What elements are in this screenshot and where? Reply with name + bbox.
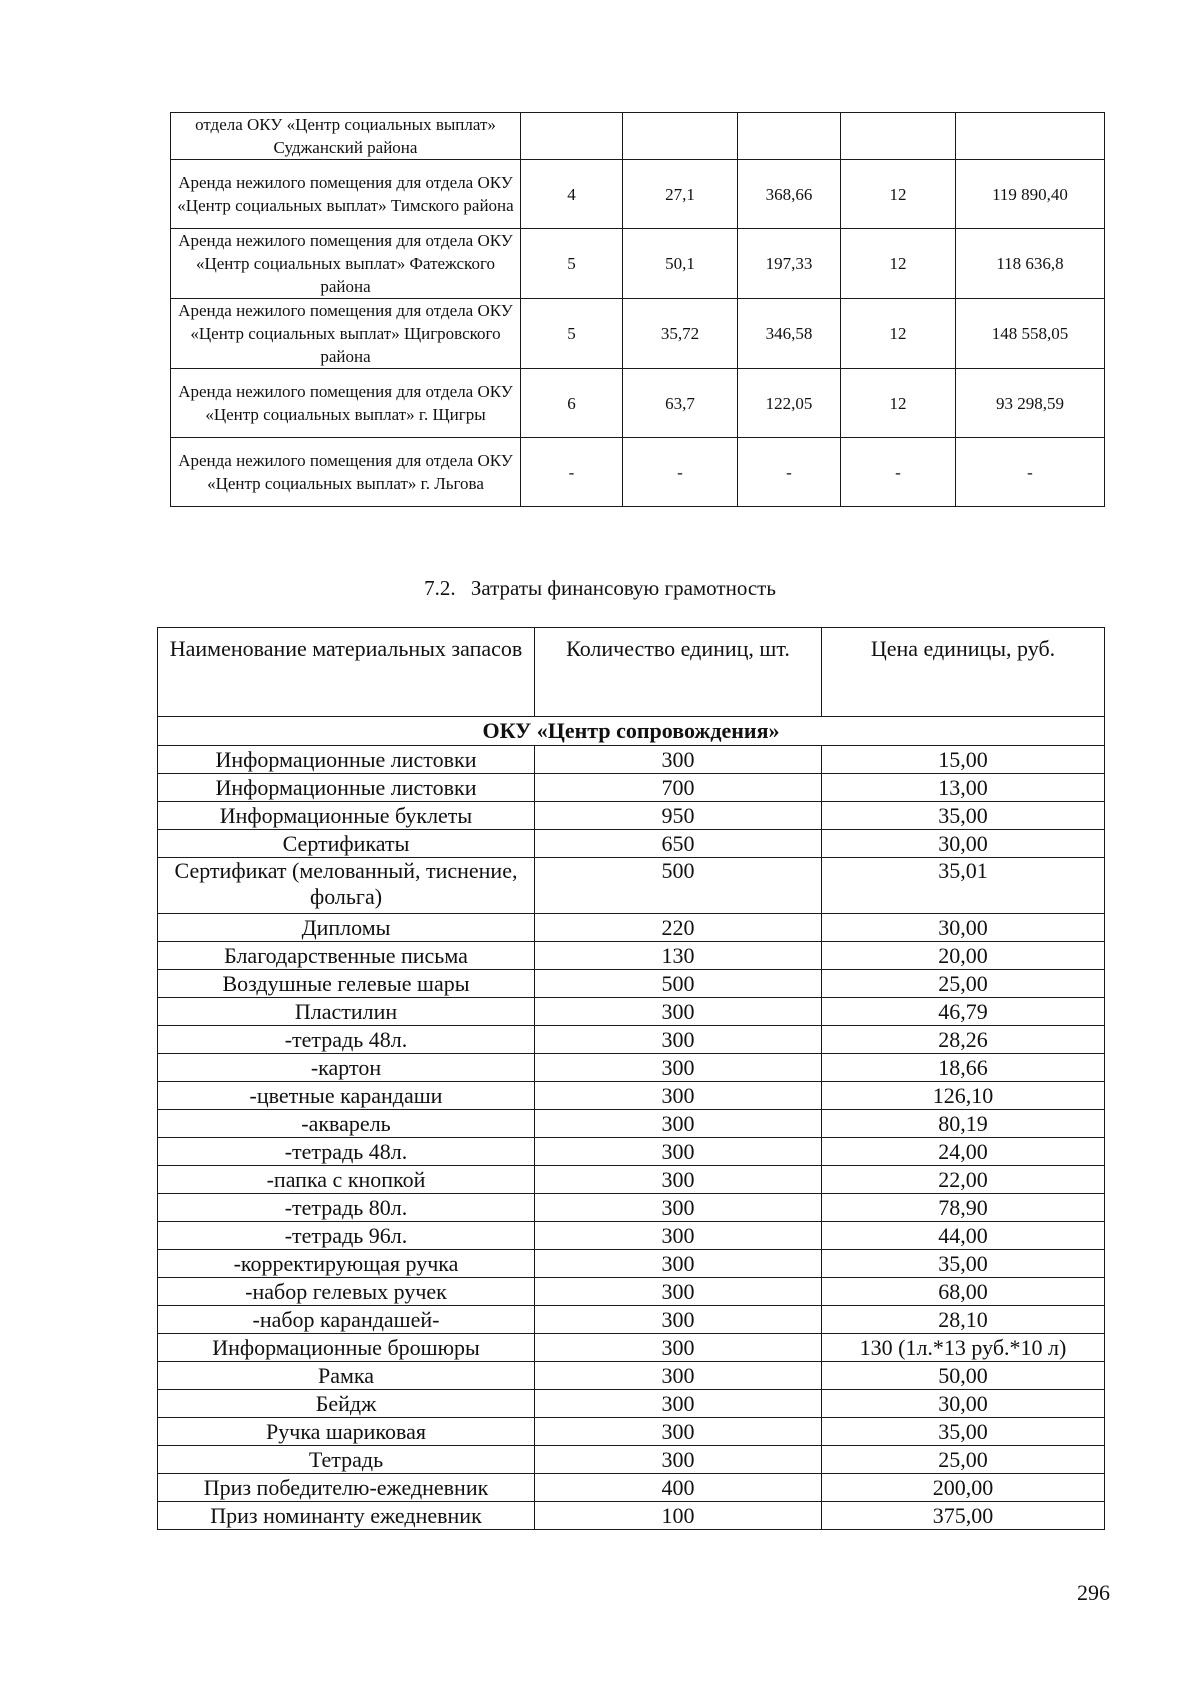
cell-c1: 4 <box>521 160 623 229</box>
cell-price: 15,00 <box>822 746 1105 774</box>
cell-c4: 12 <box>841 160 956 229</box>
table-row <box>158 1194 1105 1222</box>
cell-name: -тетрадь 48л. <box>158 1138 535 1166</box>
table-row <box>171 113 1105 160</box>
cell-quantity: 100 <box>535 1502 822 1530</box>
cell-price: 78,90 <box>822 1194 1105 1222</box>
table-row <box>158 1278 1105 1306</box>
table-row <box>158 1390 1105 1418</box>
cell-c5 <box>956 113 1105 160</box>
cell-name: Приз номинанту ежедневник <box>158 1502 535 1530</box>
cell-name: -папка с кнопкой <box>158 1166 535 1194</box>
cell-name: Аренда нежилого помещения для отдела ОКУ «Центр социальных выплат» г. Щигры <box>171 369 521 438</box>
cell-c4: - <box>841 438 956 507</box>
cell-c3: 122,05 <box>738 369 841 438</box>
cell-quantity: 300 <box>535 1446 822 1474</box>
cell-price: 80,19 <box>822 1110 1105 1138</box>
cell-quantity: 500 <box>535 970 822 998</box>
cell-quantity: 130 <box>535 942 822 970</box>
cell-c3: 368,66 <box>738 160 841 229</box>
table-row <box>158 802 1105 830</box>
cell-quantity: 300 <box>535 1306 822 1334</box>
cell-quantity: 300 <box>535 1418 822 1446</box>
cell-quantity: 300 <box>535 746 822 774</box>
cell-price: 18,66 <box>822 1054 1105 1082</box>
cell-quantity: 300 <box>535 1082 822 1110</box>
table-row <box>158 1306 1105 1334</box>
cell-c5: - <box>956 438 1105 507</box>
table-row <box>158 1334 1105 1362</box>
cell-quantity: 300 <box>535 1250 822 1278</box>
table-row <box>171 299 1105 369</box>
cell-price: 130 (1л.*13 руб.*10 л) <box>822 1334 1105 1362</box>
table-header-row <box>158 628 1105 717</box>
cell-price: 46,79 <box>822 998 1105 1026</box>
cell-price: 20,00 <box>822 942 1105 970</box>
cell-c2: 63,7 <box>623 369 738 438</box>
table-row <box>171 160 1105 229</box>
cell-quantity: 300 <box>535 1026 822 1054</box>
section-title-text: Затраты финансовую грамотность <box>470 576 776 600</box>
cell-c2: - <box>623 438 738 507</box>
cell-name: -цветные карандаши <box>158 1082 535 1110</box>
cell-c3: 197,33 <box>738 229 841 299</box>
cell-c4: 12 <box>841 299 956 369</box>
rent-table <box>170 112 1105 507</box>
table-row <box>158 970 1105 998</box>
table-row <box>158 1082 1105 1110</box>
cell-price: 28,10 <box>822 1306 1105 1334</box>
cell-name: -тетрадь 96л. <box>158 1222 535 1250</box>
cell-c1: 5 <box>521 299 623 369</box>
cell-c1: - <box>521 438 623 507</box>
cell-name: отдела ОКУ «Центр социальных выплат» Суджанский района <box>171 113 521 160</box>
header-price: Цена единицы, руб. <box>822 628 1105 717</box>
cell-quantity: 220 <box>535 914 822 942</box>
cell-price: 24,00 <box>822 1138 1105 1166</box>
cell-name: Аренда нежилого помещения для отдела ОКУ «Центр социальных выплат» Тимского района <box>171 160 521 229</box>
cell-name: Приз победителю-ежедневник <box>158 1474 535 1502</box>
cell-price: 44,00 <box>822 1222 1105 1250</box>
table-row <box>158 1250 1105 1278</box>
table-row <box>158 998 1105 1026</box>
cell-quantity: 300 <box>535 998 822 1026</box>
cell-name: Ручка шариковая <box>158 1418 535 1446</box>
cell-quantity: 650 <box>535 830 822 858</box>
cell-name: Тетрадь <box>158 1446 535 1474</box>
table-row <box>158 1166 1105 1194</box>
table-row <box>158 1474 1105 1502</box>
section-number: 7.2. <box>424 576 456 600</box>
table-row <box>158 1446 1105 1474</box>
group-row <box>158 717 1105 746</box>
cell-c4: 12 <box>841 229 956 299</box>
cell-name: Воздушные гелевые шары <box>158 970 535 998</box>
cell-name: -картон <box>158 1054 535 1082</box>
header-quantity: Количество единиц, шт. <box>535 628 822 717</box>
cell-name: -набор карандашей- <box>158 1306 535 1334</box>
cell-price: 25,00 <box>822 970 1105 998</box>
cell-quantity: 700 <box>535 774 822 802</box>
cell-quantity: 300 <box>535 1362 822 1390</box>
table-row <box>158 1054 1105 1082</box>
cell-c5: 93 298,59 <box>956 369 1105 438</box>
cell-price: 200,00 <box>822 1474 1105 1502</box>
cell-name: -тетрадь 48л. <box>158 1026 535 1054</box>
cell-price: 35,00 <box>822 802 1105 830</box>
cell-c2: 27,1 <box>623 160 738 229</box>
cell-name: Сертификаты <box>158 830 535 858</box>
table-row <box>158 858 1105 914</box>
cell-c3: 346,58 <box>738 299 841 369</box>
cell-c5: 119 890,40 <box>956 160 1105 229</box>
cell-name: Информационные брошюры <box>158 1334 535 1362</box>
table-row <box>158 1110 1105 1138</box>
cell-name: Аренда нежилого помещения для отдела ОКУ «Центр социальных выплат» г. Льгова <box>171 438 521 507</box>
cell-name: -корректирующая ручка <box>158 1250 535 1278</box>
cell-quantity: 300 <box>535 1138 822 1166</box>
cell-c1: 5 <box>521 229 623 299</box>
cell-quantity: 300 <box>535 1222 822 1250</box>
cell-price: 375,00 <box>822 1502 1105 1530</box>
table-row <box>158 1222 1105 1250</box>
table-row <box>158 774 1105 802</box>
cell-price: 28,26 <box>822 1026 1105 1054</box>
cell-price: 126,10 <box>822 1082 1105 1110</box>
materials-table <box>157 627 1105 1530</box>
cell-price: 35,01 <box>822 858 1105 914</box>
cell-quantity: 300 <box>535 1110 822 1138</box>
page-number: 296 <box>1077 1580 1110 1605</box>
table-row <box>158 1362 1105 1390</box>
cell-c2 <box>623 113 738 160</box>
cell-name: Сертификат (мелованный, тиснение, фольга) <box>158 858 535 914</box>
cell-name: -акварель <box>158 1110 535 1138</box>
cell-c3 <box>738 113 841 160</box>
cell-price: 68,00 <box>822 1278 1105 1306</box>
cell-quantity: 950 <box>535 802 822 830</box>
cell-c4 <box>841 113 956 160</box>
table-row <box>158 1138 1105 1166</box>
cell-name: Информационные буклеты <box>158 802 535 830</box>
cell-price: 22,00 <box>822 1166 1105 1194</box>
cell-price: 35,00 <box>822 1250 1105 1278</box>
cell-c5: 148 558,05 <box>956 299 1105 369</box>
table-row <box>158 746 1105 774</box>
cell-name: Пластилин <box>158 998 535 1026</box>
cell-c1 <box>521 113 623 160</box>
table-row <box>171 438 1105 507</box>
cell-price: 35,00 <box>822 1418 1105 1446</box>
cell-name: -тетрадь 80л. <box>158 1194 535 1222</box>
cell-price: 13,00 <box>822 774 1105 802</box>
cell-quantity: 300 <box>535 1166 822 1194</box>
table-row <box>158 1502 1105 1530</box>
cell-name: Аренда нежилого помещения для отдела ОКУ «Центр социальных выплат» Щигровского района <box>171 299 521 369</box>
table-row <box>158 830 1105 858</box>
cell-name: Бейдж <box>158 1390 535 1418</box>
cell-c2: 50,1 <box>623 229 738 299</box>
cell-name: Информационные листовки <box>158 774 535 802</box>
table-row <box>158 914 1105 942</box>
cell-name: Рамка <box>158 1362 535 1390</box>
header-name: Наименование материальных запасов <box>158 628 535 717</box>
cell-c3: - <box>738 438 841 507</box>
cell-price: 30,00 <box>822 1390 1105 1418</box>
cell-quantity: 300 <box>535 1054 822 1082</box>
cell-c2: 35,72 <box>623 299 738 369</box>
cell-price: 25,00 <box>822 1446 1105 1474</box>
table-row <box>158 1418 1105 1446</box>
table-row <box>171 369 1105 438</box>
cell-quantity: 300 <box>535 1278 822 1306</box>
cell-name: Информационные листовки <box>158 746 535 774</box>
cell-quantity: 300 <box>535 1334 822 1362</box>
cell-name: Дипломы <box>158 914 535 942</box>
cell-name: Благодарственные письма <box>158 942 535 970</box>
table-row <box>171 229 1105 299</box>
cell-quantity: 300 <box>535 1390 822 1418</box>
cell-price: 30,00 <box>822 830 1105 858</box>
cell-quantity: 300 <box>535 1194 822 1222</box>
cell-c5: 118 636,8 <box>956 229 1105 299</box>
cell-c1: 6 <box>521 369 623 438</box>
cell-price: 30,00 <box>822 914 1105 942</box>
cell-c4: 12 <box>841 369 956 438</box>
group-title: ОКУ «Центр сопровождения» <box>158 717 1105 746</box>
table-row <box>158 1026 1105 1054</box>
cell-name: Аренда нежилого помещения для отдела ОКУ «Центр социальных выплат» Фатежского района <box>171 229 521 299</box>
cell-quantity: 400 <box>535 1474 822 1502</box>
section-title <box>0 575 1200 601</box>
cell-name: -набор гелевых ручек <box>158 1278 535 1306</box>
cell-price: 50,00 <box>822 1362 1105 1390</box>
table-row <box>158 942 1105 970</box>
cell-quantity: 500 <box>535 858 822 914</box>
